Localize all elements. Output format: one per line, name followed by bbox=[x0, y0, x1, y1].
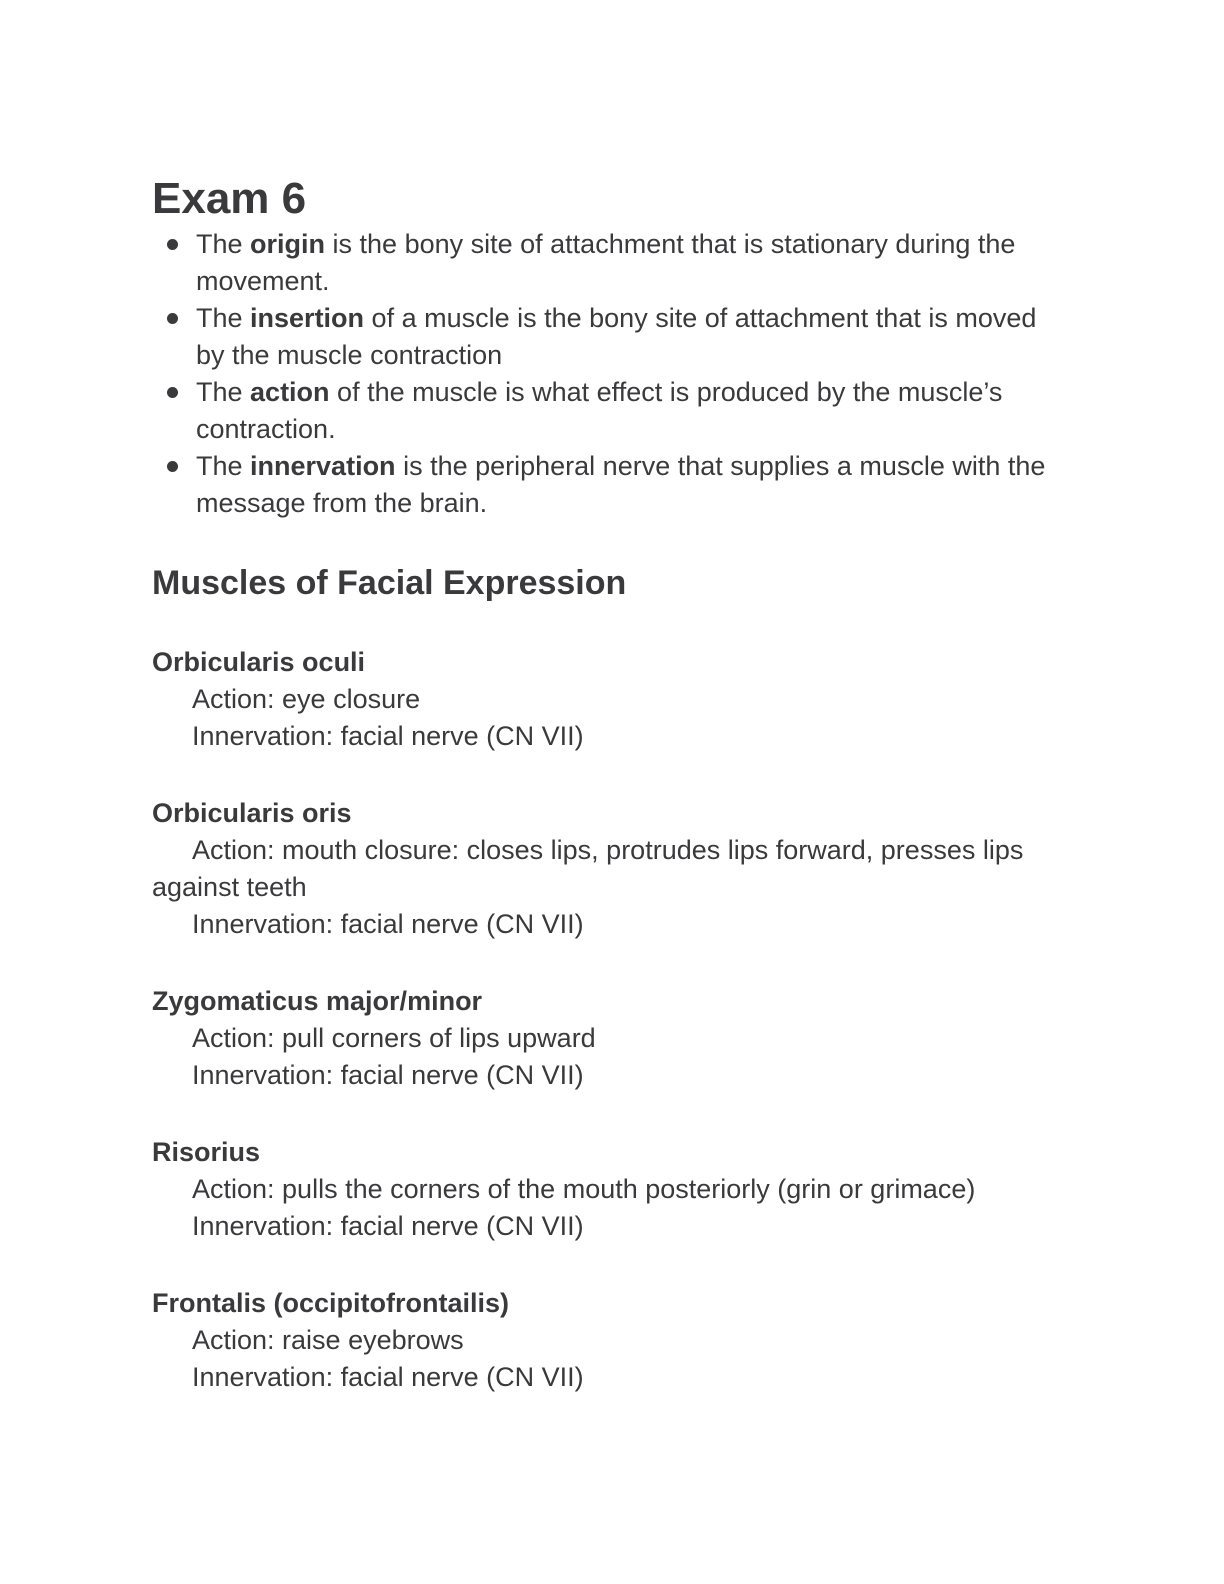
definitions-list bbox=[152, 226, 1072, 522]
bullet-dot-icon bbox=[167, 461, 178, 472]
bullet-dot-icon bbox=[167, 239, 178, 250]
page-title: Exam 6 bbox=[152, 174, 307, 223]
muscle-action: Action: pull corners of lips upward bbox=[192, 1023, 596, 1053]
definition-item bbox=[152, 448, 1072, 522]
definition-item bbox=[152, 300, 1072, 374]
muscle-innervation: Innervation: facial nerve (CN VII) bbox=[192, 1060, 584, 1090]
muscle-name: Risorius bbox=[152, 1137, 261, 1167]
muscle-name: Orbicularis oculi bbox=[152, 647, 366, 677]
muscle-action: Action: raise eyebrows bbox=[192, 1325, 464, 1355]
muscle-innervation: Innervation: facial nerve (CN VII) bbox=[192, 1362, 584, 1392]
bullet-dot-icon bbox=[167, 387, 178, 398]
definition-post: of the muscle is what effect is produced by the muscle’s contraction. bbox=[196, 377, 1003, 444]
muscle-name: Zygomaticus major/minor bbox=[152, 986, 483, 1016]
definition-term: innervation bbox=[250, 451, 396, 481]
section-heading: Muscles of Facial Expression bbox=[152, 564, 627, 602]
muscle-entry bbox=[152, 644, 1072, 755]
definition-term: origin bbox=[250, 229, 326, 259]
definition-pre: The bbox=[196, 377, 251, 407]
definition-item bbox=[152, 374, 1072, 448]
muscle-entry bbox=[152, 1134, 1072, 1245]
definition-item bbox=[152, 226, 1072, 300]
definition-post: is the bony site of attachment that is stationary during the movement. bbox=[196, 229, 1016, 296]
document-page bbox=[152, 172, 1072, 1396]
muscle-entry bbox=[152, 1285, 1072, 1396]
muscle-innervation: Innervation: facial nerve (CN VII) bbox=[192, 909, 584, 939]
muscle-action: Action: mouth closure: closes lips, protrudes lips forward, presses lips against teeth bbox=[152, 835, 1024, 902]
definition-post: of a muscle is the bony site of attachment that is moved by the muscle contraction bbox=[196, 303, 1037, 370]
muscle-entry bbox=[152, 795, 1072, 943]
definition-term: action bbox=[250, 377, 330, 407]
bullet-dot-icon bbox=[167, 313, 178, 324]
muscle-name: Frontalis (occipitofrontailis) bbox=[152, 1288, 510, 1318]
muscle-action: Action: pulls the corners of the mouth posteriorly (grin or grimace) bbox=[192, 1174, 976, 1204]
muscle-action: Action: eye closure bbox=[192, 684, 421, 714]
definition-term: insertion bbox=[250, 303, 365, 333]
muscle-name: Orbicularis oris bbox=[152, 798, 352, 828]
definition-post: is the peripheral nerve that supplies a muscle with the message from the brain. bbox=[196, 451, 1046, 518]
muscle-entry bbox=[152, 983, 1072, 1094]
definition-pre: The bbox=[196, 229, 251, 259]
muscle-innervation: Innervation: facial nerve (CN VII) bbox=[192, 721, 584, 751]
muscle-innervation: Innervation: facial nerve (CN VII) bbox=[192, 1211, 584, 1241]
definition-pre: The bbox=[196, 303, 251, 333]
definition-pre: The bbox=[196, 451, 251, 481]
